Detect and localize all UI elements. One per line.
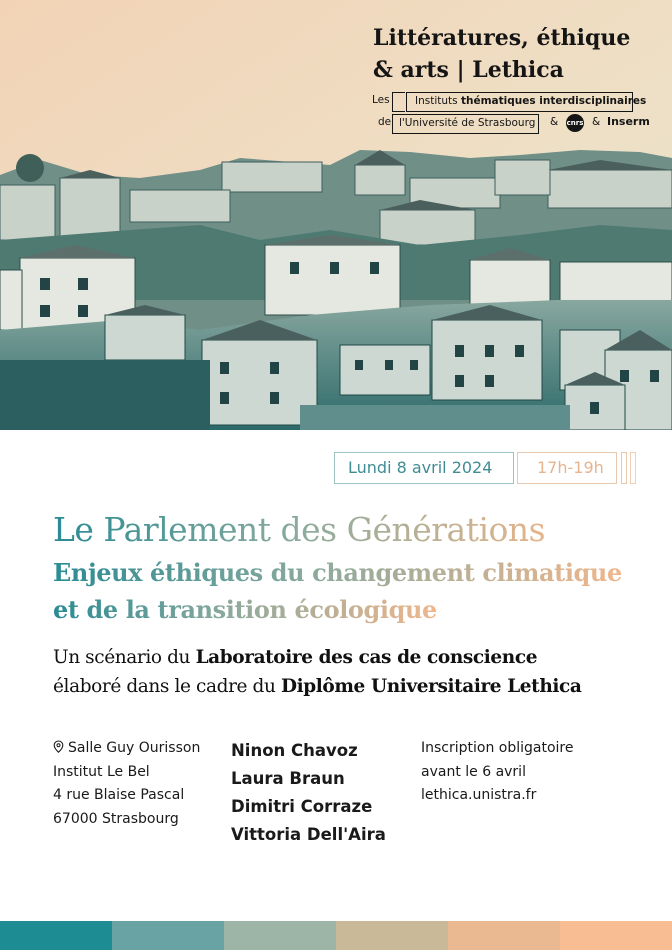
- location-pin-icon: [53, 740, 64, 753]
- date-deco-1: [621, 452, 627, 484]
- scenario-bold-1: Laboratoire des cas de conscience: [195, 647, 538, 668]
- speaker-name: Ninon Chavoz: [231, 741, 358, 760]
- header-photo: [0, 0, 672, 430]
- brand-line-2: & arts | Lethica: [373, 57, 564, 83]
- universite-text: l'Université de Strasbourg: [399, 117, 536, 129]
- universite-box: [392, 114, 539, 134]
- footer-strip: [224, 921, 336, 950]
- registration-block: [421, 737, 574, 808]
- date-deco-2: [630, 452, 636, 484]
- date-box: [334, 452, 514, 484]
- instituts-box: [406, 92, 647, 112]
- scenario-line-2: [53, 676, 581, 697]
- registration-link[interactable]: lethica.unistra.fr: [421, 787, 537, 803]
- amp-1: &: [550, 116, 559, 128]
- inserm-logo: Inserm: [607, 115, 650, 128]
- scenario-prefix-1: Un scénario du: [53, 647, 196, 668]
- footer-strip: [448, 921, 560, 950]
- speaker-names: [231, 737, 386, 849]
- footer-color-band: [0, 921, 672, 950]
- instituts-prefix: Instituts: [415, 95, 458, 107]
- time-box: [517, 452, 617, 484]
- event-date: Lundi 8 avril 2024: [348, 458, 493, 477]
- event-subtitle-line-2: et de la transition écologique: [53, 595, 437, 624]
- de-label: de: [378, 116, 392, 128]
- amp-2: &: [592, 116, 601, 128]
- box-deco: [392, 92, 405, 112]
- scenario-line-1: [53, 647, 537, 668]
- footer-strip: [336, 921, 448, 950]
- brand-line-1: Littératures, éthique: [373, 25, 631, 51]
- registration-line-1: Inscription obligatoire: [421, 740, 574, 756]
- location-line-4: 67000 Strasbourg: [53, 810, 179, 827]
- speaker-name: Dimitri Corraze: [231, 797, 373, 816]
- scenario-prefix-2: élaboré dans le cadre du: [53, 676, 281, 697]
- location-line-1: Salle Guy Ourisson: [53, 737, 200, 761]
- scenario-bold-2: Diplôme Universitaire Lethica: [281, 676, 582, 697]
- event-time: 17h-19h: [537, 458, 604, 477]
- brand-title: [373, 22, 630, 86]
- location-block: [53, 737, 200, 831]
- footer-strip: [0, 921, 112, 950]
- registration-line-2: avant le 6 avril: [421, 763, 526, 780]
- cnrs-logo: cnrs: [566, 114, 584, 132]
- speaker-name: Laura Braun: [231, 769, 345, 788]
- speaker-name: Vittoria Dell'Aira: [231, 825, 386, 844]
- location-line-3: 4 rue Blaise Pascal: [53, 787, 185, 803]
- instituts-bold: thématiques interdisciplinaires: [460, 95, 647, 107]
- footer-strip: [112, 921, 224, 950]
- footer-strip: [560, 921, 672, 950]
- location-line-2: Institut Le Bel: [53, 763, 150, 780]
- event-subtitle-line-1: Enjeux éthiques du changement climatique: [53, 558, 622, 587]
- les-label: Les: [372, 94, 390, 106]
- event-title: Le Parlement des Générations: [53, 510, 546, 549]
